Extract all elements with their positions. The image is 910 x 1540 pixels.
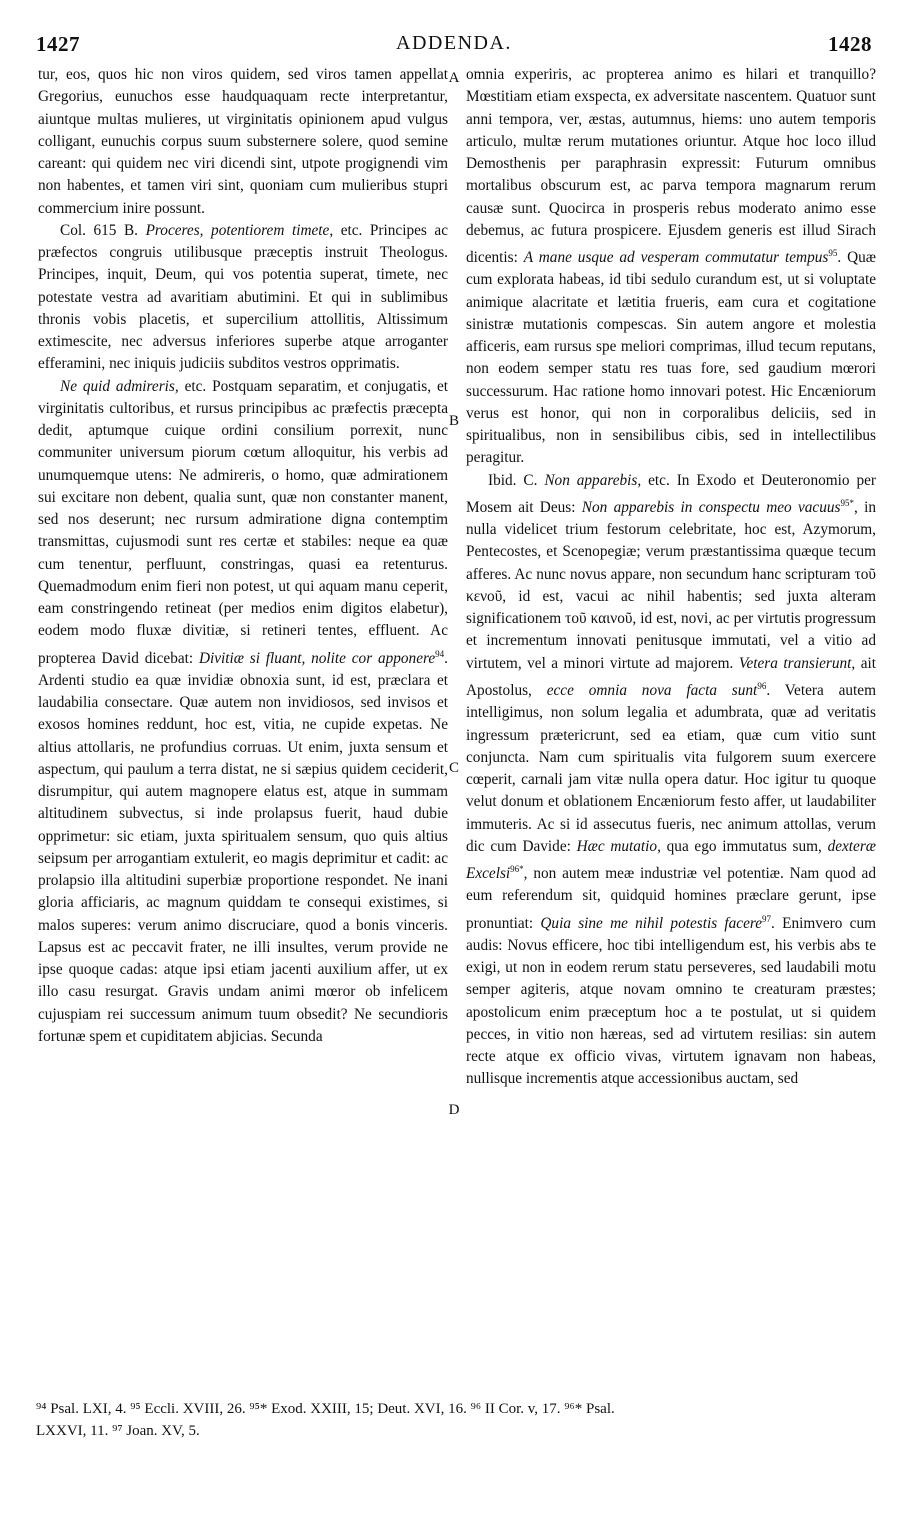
paragraph-text: etc. Principes ac præfectos congruis utilibusque præceptis instruit Theologus. Principes, inquit, Deum, qui vos potentia superat, timete, nec potestate vestra ad avaritiam abutimini. Et qui in sublimibus thronis vobis placetis, et supercilium attollitis, Altissimum extimescite, nec adversus inferiores superbe atque arroganter efferamini, nec iniquis judiciis subditos vestros opprimatis. (38, 221, 448, 373)
lemma: Proceres, potentiorem timete, (145, 221, 334, 239)
left-page-number: 1427 (36, 32, 80, 56)
footnote-ref: 94 (435, 648, 445, 659)
quotation: Non apparebis in conspectu meo vacuus (581, 498, 841, 516)
footnote-ref: 96 (757, 680, 767, 691)
paragraph-text: etc. Postquam separatim, et conjugatis, et virginitatis cultoribus, et rursus principibus ac præfectis præcepta dedit, aptumque cuique ordini consilium porrexit, nunc communiter universum piorum cœtum alloquitur, his verbis ad unumquemque utens: Ne admireris, o homo, quæ admirationem sui excitare non debent, qualia sunt, quæ non constanter manent, sed nos deserunt; nec rursum admiratione digna contemptim transmittas, cujusmodi sunt res certæ et stabiles: neque ea quæ cum tenentur, perfluunt, constringas, quasi ea retenturus. Quemadmodum enim fieri non potest, ut qui aquam manu ceperit, eam constringendo retineat (per medios enim digitos elabetur), eodem modo fluxæ divitiæ, si retineri tentes, effluent. Ac propterea David dicebat: (38, 377, 448, 667)
paragraph (38, 376, 448, 1049)
footnote-line: LXXVI, 11. ⁹⁷ Joan. XV, 5. (36, 1423, 200, 1439)
paragraph-text: ait Apostolus, (466, 654, 876, 700)
right-page-number: 1428 (828, 32, 872, 56)
quotation: dexteræ Excelsi (466, 837, 877, 883)
running-header (36, 26, 872, 62)
paragraph-text: tur, eos, quos hic non viros quidem, sed viros tamen appellat Gregorius, eunuchos esse haudquaquam recte interpretantur, aiuntque multas mulieres, ut virginitatis opinionem apud vulgus colligant, eunuchis corpus suum substernere solere, quod semine careant: qui quidem nec viri dicendi sint, utpote progignendi vim non habentes, et tamen viri sint, quoniam cum mulieribus stupri commercium inire possunt. (38, 66, 448, 217)
quotation: Quia sine me nihil potestis facere (540, 914, 763, 932)
column-reference: Col. 615 B. (60, 221, 139, 239)
lemma: Non apparebis, (544, 471, 642, 489)
footnotes (36, 1398, 874, 1442)
footnote-ref: 95 (828, 248, 838, 258)
paragraph-text: . Ardenti studio ea quæ invidiæ obnoxia sunt, id est, præclara et laudabilia consectare. Quæ autem non invidiosos, sed invisos et exosos homines reddunt, hoc est, vitia, ne cupide expetas. Ne altius attollaris, ne profundius corruas. Ut enim, juxta sensum et aspectum, qui paulum a terra distat, ne si sæpius quidem ceciderit, disrumpitur, qui autem magnopere elatus est, atque in summam altitudinem subvectus, si inde prolapsus fuerit, haud dubie opprimetur: sic etiam, juxta spiritualem sensum, quo quis altius seipsum per arrogantiam extulerit, eo magis deprimitur et cadit: ac prolapsio illa altitudini superbiæ proportione respondet. Ne inani gloria afficiaris, ac magnum quiddam te consequi existimes, si malos superes: verum animo discruciare, quod a bonis vinceris. Lapsus est ac peccavit frater, ne illi insultes, verum provide ne ipse quoque cadas: atque ipsi etiam jacenti auxilium affer, ut ex illo casu resurgat. Gravis undam animi mœror ob infelicem cujuspiam rei successum animum tuum obsedit? Ne secundioris fortunæ spem et cupiditatem abjicias. Secunda (38, 649, 448, 1045)
quotation: ecce omnia nova facta sunt (546, 682, 758, 700)
footnote-ref: 95* (840, 497, 854, 508)
paragraph-text: qua ego immutatus sum, (666, 837, 822, 855)
paragraph-text: omnia experiris, ac propterea animo es hilari et tranquillo? Mœstitiam etiam exspecta, ex adversitate nascentem. Quatuor sunt anni tempora, ver, æstas, autumnus, hiems: uno autem temporis articulo, multæ rerum mutationes oriuntur. Atque hoc loco illud Demosthenis per paraphrasin expressit: Futurum omnibus mortalibus obscurum est, ac parva tempora magnarum rerum causæ sunt. Quocirca in prosperis rebus moderato animo esse debemus, ac futura prospicere. Ejusdem generis est illud Sirach dicentis: (466, 66, 876, 267)
section-marker-b: B (448, 413, 459, 429)
paragraph-text: . Quæ cum explorata habeas, id tibi sedulo curandum est, ut si voluptate animique alacritate et lætitia frueris, eam cura et cogitatione sinistræ mutationis compescas. Sin autem angore et molestia afficeris, eam rursus spe meliori comprimas, illud tecum reputans, non eodem semper statu res tuas fore, sed gaudium mœrori successurum. Hac ratione homo innovari potest. Hic Encæniorum verus est honor, qui non in corporalibus deliciis, sed in spiritualibus, non in sensibilibus cibis, sed in intellectilibus peragitur. (466, 249, 877, 467)
right-column (466, 64, 876, 1091)
running-title: ADDENDA. (396, 32, 512, 54)
paragraph (38, 220, 448, 376)
left-column (38, 64, 448, 1048)
footnote-ref: 96* (510, 864, 524, 875)
lemma: Ne quid admireris, (60, 377, 179, 395)
paragraph-text: etc. In Exodo et Deuteronomio per Mosem ait Deus: (466, 471, 876, 516)
paragraph-text: , in nulla videlicet trium festorum celebritate, hoc est, Azymorum, Pentecostes, et Scenopegiæ; verum præstantissima quæque tecum afferes. Ac nunc novus appare, non secundum hanc scripturam τοῦ κενοῦ, id est, vacui ac nihil habentis; sed juxta alteram significationem τοῦ καινοῦ, id est, novi, ac per virtutis progressum et incrementum innovati penitusque immutati, vel a vitio ad virtutem, vel a minori virtute ad majorem. (466, 498, 876, 672)
column-reference: Ibid. C. (488, 471, 538, 489)
paragraph-text: . Vetera autem intelligimus, non solum legalia et adumbrata, quæ ad veritatis ingressum prætericrunt, sed ea etiam, quæ cum vitio sunt conjuncta. Nam cum spiritualis vita fulgorem suum exercere cœperit, carnali jam vitæ nulla opera datur. Hoc igitur tu quoque velut donum et oblationem Encæniorum festo affer, ut laudabiliter immuteris. Ac si id assecutus fueris, nec animum attollas, verum dic cum Davide: (466, 682, 876, 855)
paragraph-text: . Enimvero cum audis: Novus efficere, hoc tibi intelligendum est, his verbis abs te exigi, ut non in eodem rerum statu perseveres, sed laudabili motu semper agiteris, atque novam omnino te creaturam præstes; apostolicum enim præceptum hoc a te postulat, ut si quidem pecces, in vitio non hæreas, sed ad virtutem resilias: sin autem recte atque ex officio vivas, virtutem ignavam non habeas, nullisque incrementis atque accessionibus auctam, sed (466, 914, 876, 1088)
paragraph-text: , non autem meæ industriæ vel potentiæ. Nam quod ad eum referendum sit, quidquid homines præclare gerunt, ipse pronuntiat: (466, 865, 876, 932)
paragraph (466, 470, 876, 1091)
paragraph (38, 64, 448, 220)
section-marker-d: D (448, 1102, 460, 1118)
footnote-line: ⁹⁴ Psal. LXI, 4. ⁹⁵ Eccli. XVIII, 26. ⁹⁵* Exod. XXIII, 15; Deut. XVI, 16. ⁹⁶ II Cor. v, 17. ⁹⁶* Psal. (36, 1401, 615, 1417)
section-marker-c: C (448, 760, 459, 776)
footnote-ref: 97 (762, 913, 772, 924)
quotation: A mane usque ad vesperam commutatur tempus (523, 249, 829, 267)
quotation: Hæc mutatio, (576, 837, 661, 855)
paragraph (466, 64, 876, 470)
section-marker-a: A (448, 70, 460, 86)
quotation: Divitiæ si fluant, nolite cor apponere (198, 649, 436, 667)
quotation: Vetera transierunt, (738, 654, 856, 672)
